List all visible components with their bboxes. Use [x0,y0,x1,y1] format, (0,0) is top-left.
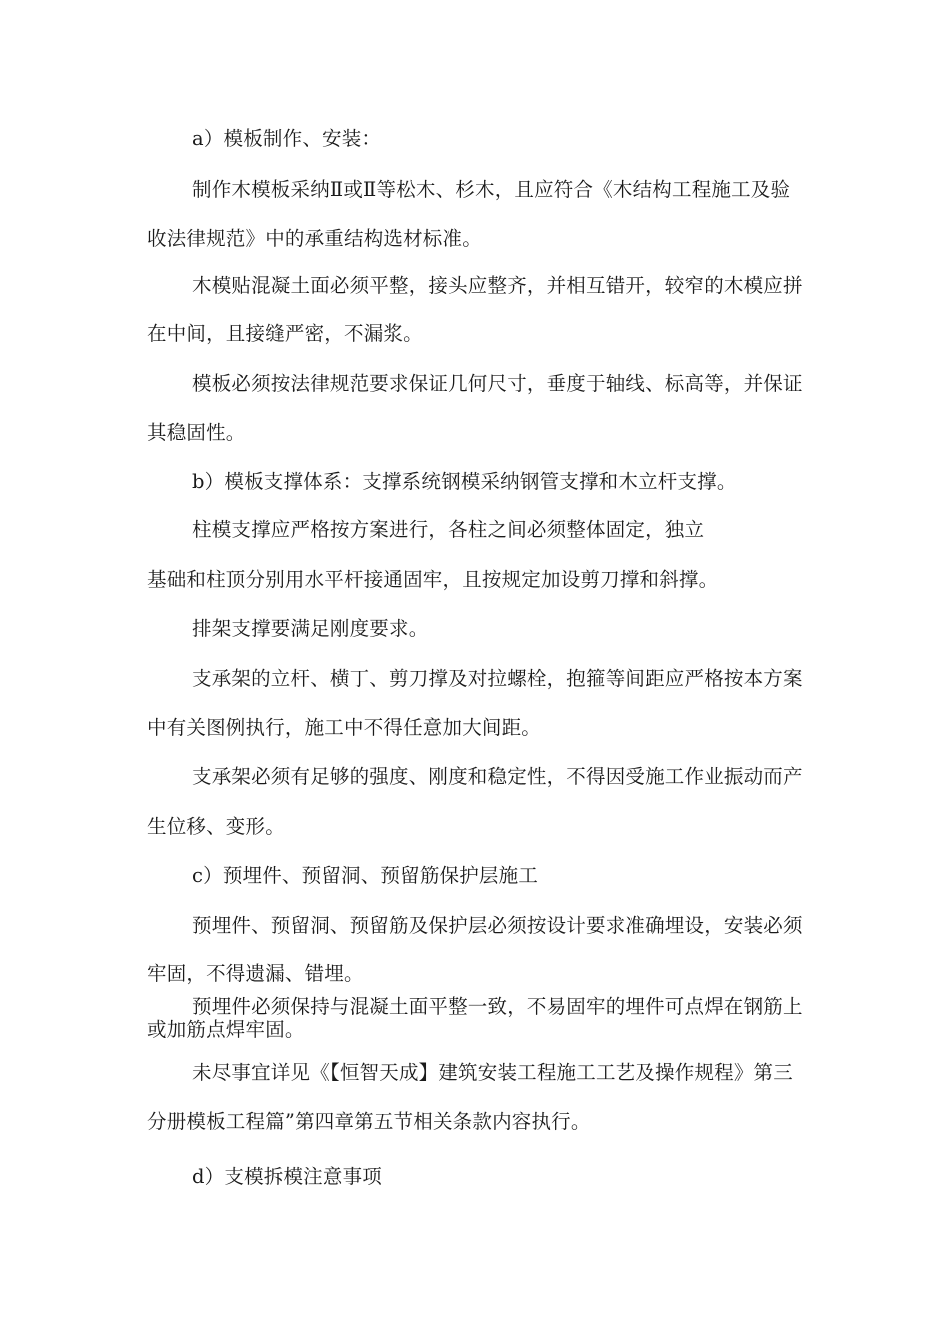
paragraph-line: 在中间，且接缝严密，不漏浆。 [147,322,423,345]
section-heading-d: d）支模拆模注意事项 [192,1165,382,1188]
paragraph-line: 未尽事宜详见《【恒智天成】建筑安装工程施工工艺及操作规程》第三 [192,1061,793,1084]
paragraph-line: 收法律规范》中的承重结构选材标准。 [147,227,482,250]
paragraph-line: 支承架必须有足够的强度、刚度和稳定性，不得因受施工作业振动而产 [192,765,803,788]
paragraph-line: 其稳固性。 [147,421,246,444]
paragraph-line: 木模贴混凝土面必须平整，接头应整齐，并相互错开，较窄的木模应拼 [192,274,803,297]
section-heading-b: b）模板支撑体系：支撑系统钢模采纳钢管支撑和木立杆支撑。 [192,470,737,493]
paragraph-line: 生位移、变形。 [147,815,285,838]
paragraph-line: 支承架的立杆、横丁、剪刀撑及对拉螺栓，抱箍等间距应严格按本方案 [192,667,803,690]
paragraph-line: 制作木模板采纳Ⅱ或Ⅱ等松木、杉木，且应符合《木结构工程施工及验 [192,178,791,201]
section-heading-c: c）预埋件、预留洞、预留筋保护层施工 [192,864,539,887]
paragraph-line: 牢固，不得遗漏、错埋。 [147,962,364,985]
paragraph-line: 中有关图例执行，施工中不得任意加大间距。 [147,716,542,739]
paragraph-line: 或加筋点焊牢固。 [147,1018,305,1041]
paragraph-line: 模板必须按法律规范要求保证几何尺寸，垂度于轴线、标高等，并保证 [192,372,803,395]
paragraph-line: 分册模板工程篇”第四章第五节相关条款内容执行。 [147,1110,591,1133]
paragraph-line: 排架支撑要满足刚度要求。 [192,617,429,640]
paragraph-line: 预埋件必须保持与混凝土面平整一致，不易固牢的埋件可点焊在钢筋上 [192,995,803,1018]
section-heading-a: a）模板制作、安装： [192,127,382,150]
paragraph-line: 柱模支撑应严格按方案进行，各柱之间必须整体固定，独立 [192,518,705,541]
paragraph-line: 预埋件、预留洞、预留筋及保护层必须按设计要求准确埋设，安装必须 [192,914,803,937]
paragraph-line: 基础和柱顶分别用水平杆接通固牢，且按规定加设剪刀撑和斜撑。 [147,568,719,591]
